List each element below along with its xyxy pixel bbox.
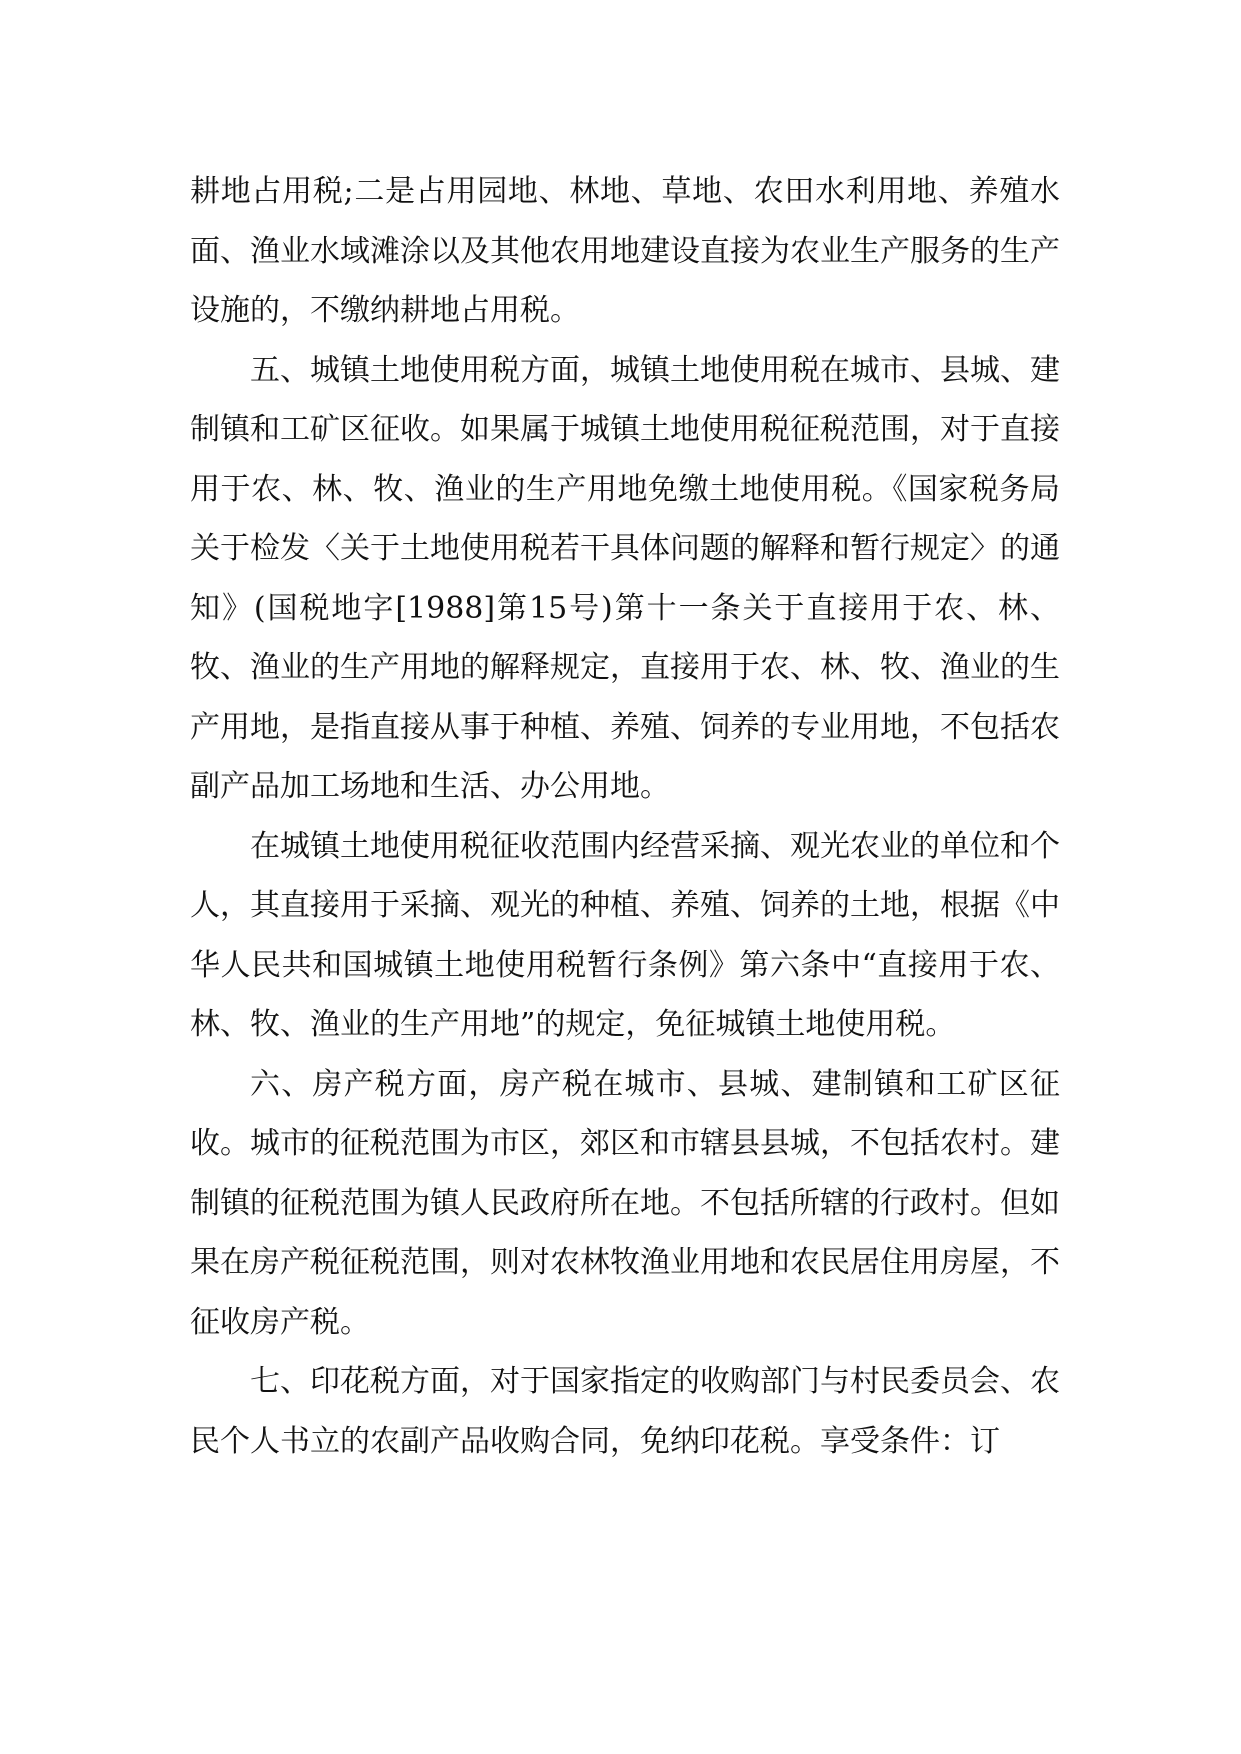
- document-body: [190, 162, 1060, 1471]
- paragraph-property-tax: 六、房产税方面，房产税在城市、县城、建制镇和工矿区征收。城市的征税范围为市区，郊区和市辖县县城，不包括农村。建制镇的征税范围为镇人民政府所在地。不包括所辖的行政村。但如果在房产税征税范围，则对农林牧渔业用地和农民居住用房屋，不征收房产税。: [190, 1066, 1060, 1340]
- paragraph-picking-sightseeing: 在城镇土地使用税征收范围内经营采摘、观光农业的单位和个人，其直接用于采摘、观光的种植、养殖、饲养的土地，根据《中华人民共和国城镇土地使用税暂行条例》第六条中“直接用于农、林、牧、渔业的生产用地”的规定，免征城镇土地使用税。: [190, 828, 1060, 1042]
- paragraph-stamp-tax: 七、印花税方面，对于国家指定的收购部门与村民委员会、农民个人书立的农副产品收购合同，免纳印花税。享受条件：订: [190, 1364, 1060, 1459]
- paragraph-continuation: 耕地占用税;二是占用园地、林地、草地、农田水利用地、养殖水面、渔业水域滩涂以及其他农用地建设直接为农业生产服务的生产设施的，不缴纳耕地占用税。: [190, 174, 1060, 328]
- paragraph-urban-land-tax: 五、城镇土地使用税方面，城镇土地使用税在城市、县城、建制镇和工矿区征收。如果属于城镇土地使用税征税范围，对于直接用于农、林、牧、渔业的生产用地免缴土地使用税。《国家税务局关于检发〈关于土地使用税若干具体问题的解释和暂行规定〉的通知》(国税地字[1988]第15号)第十一条关于直接用于农、林、牧、渔业的生产用地的解释规定，直接用于农、林、牧、渔业的生产用地，是指直接从事于种植、养殖、饲养的专业用地，不包括农副产品加工场地和生活、办公用地。: [190, 352, 1060, 804]
